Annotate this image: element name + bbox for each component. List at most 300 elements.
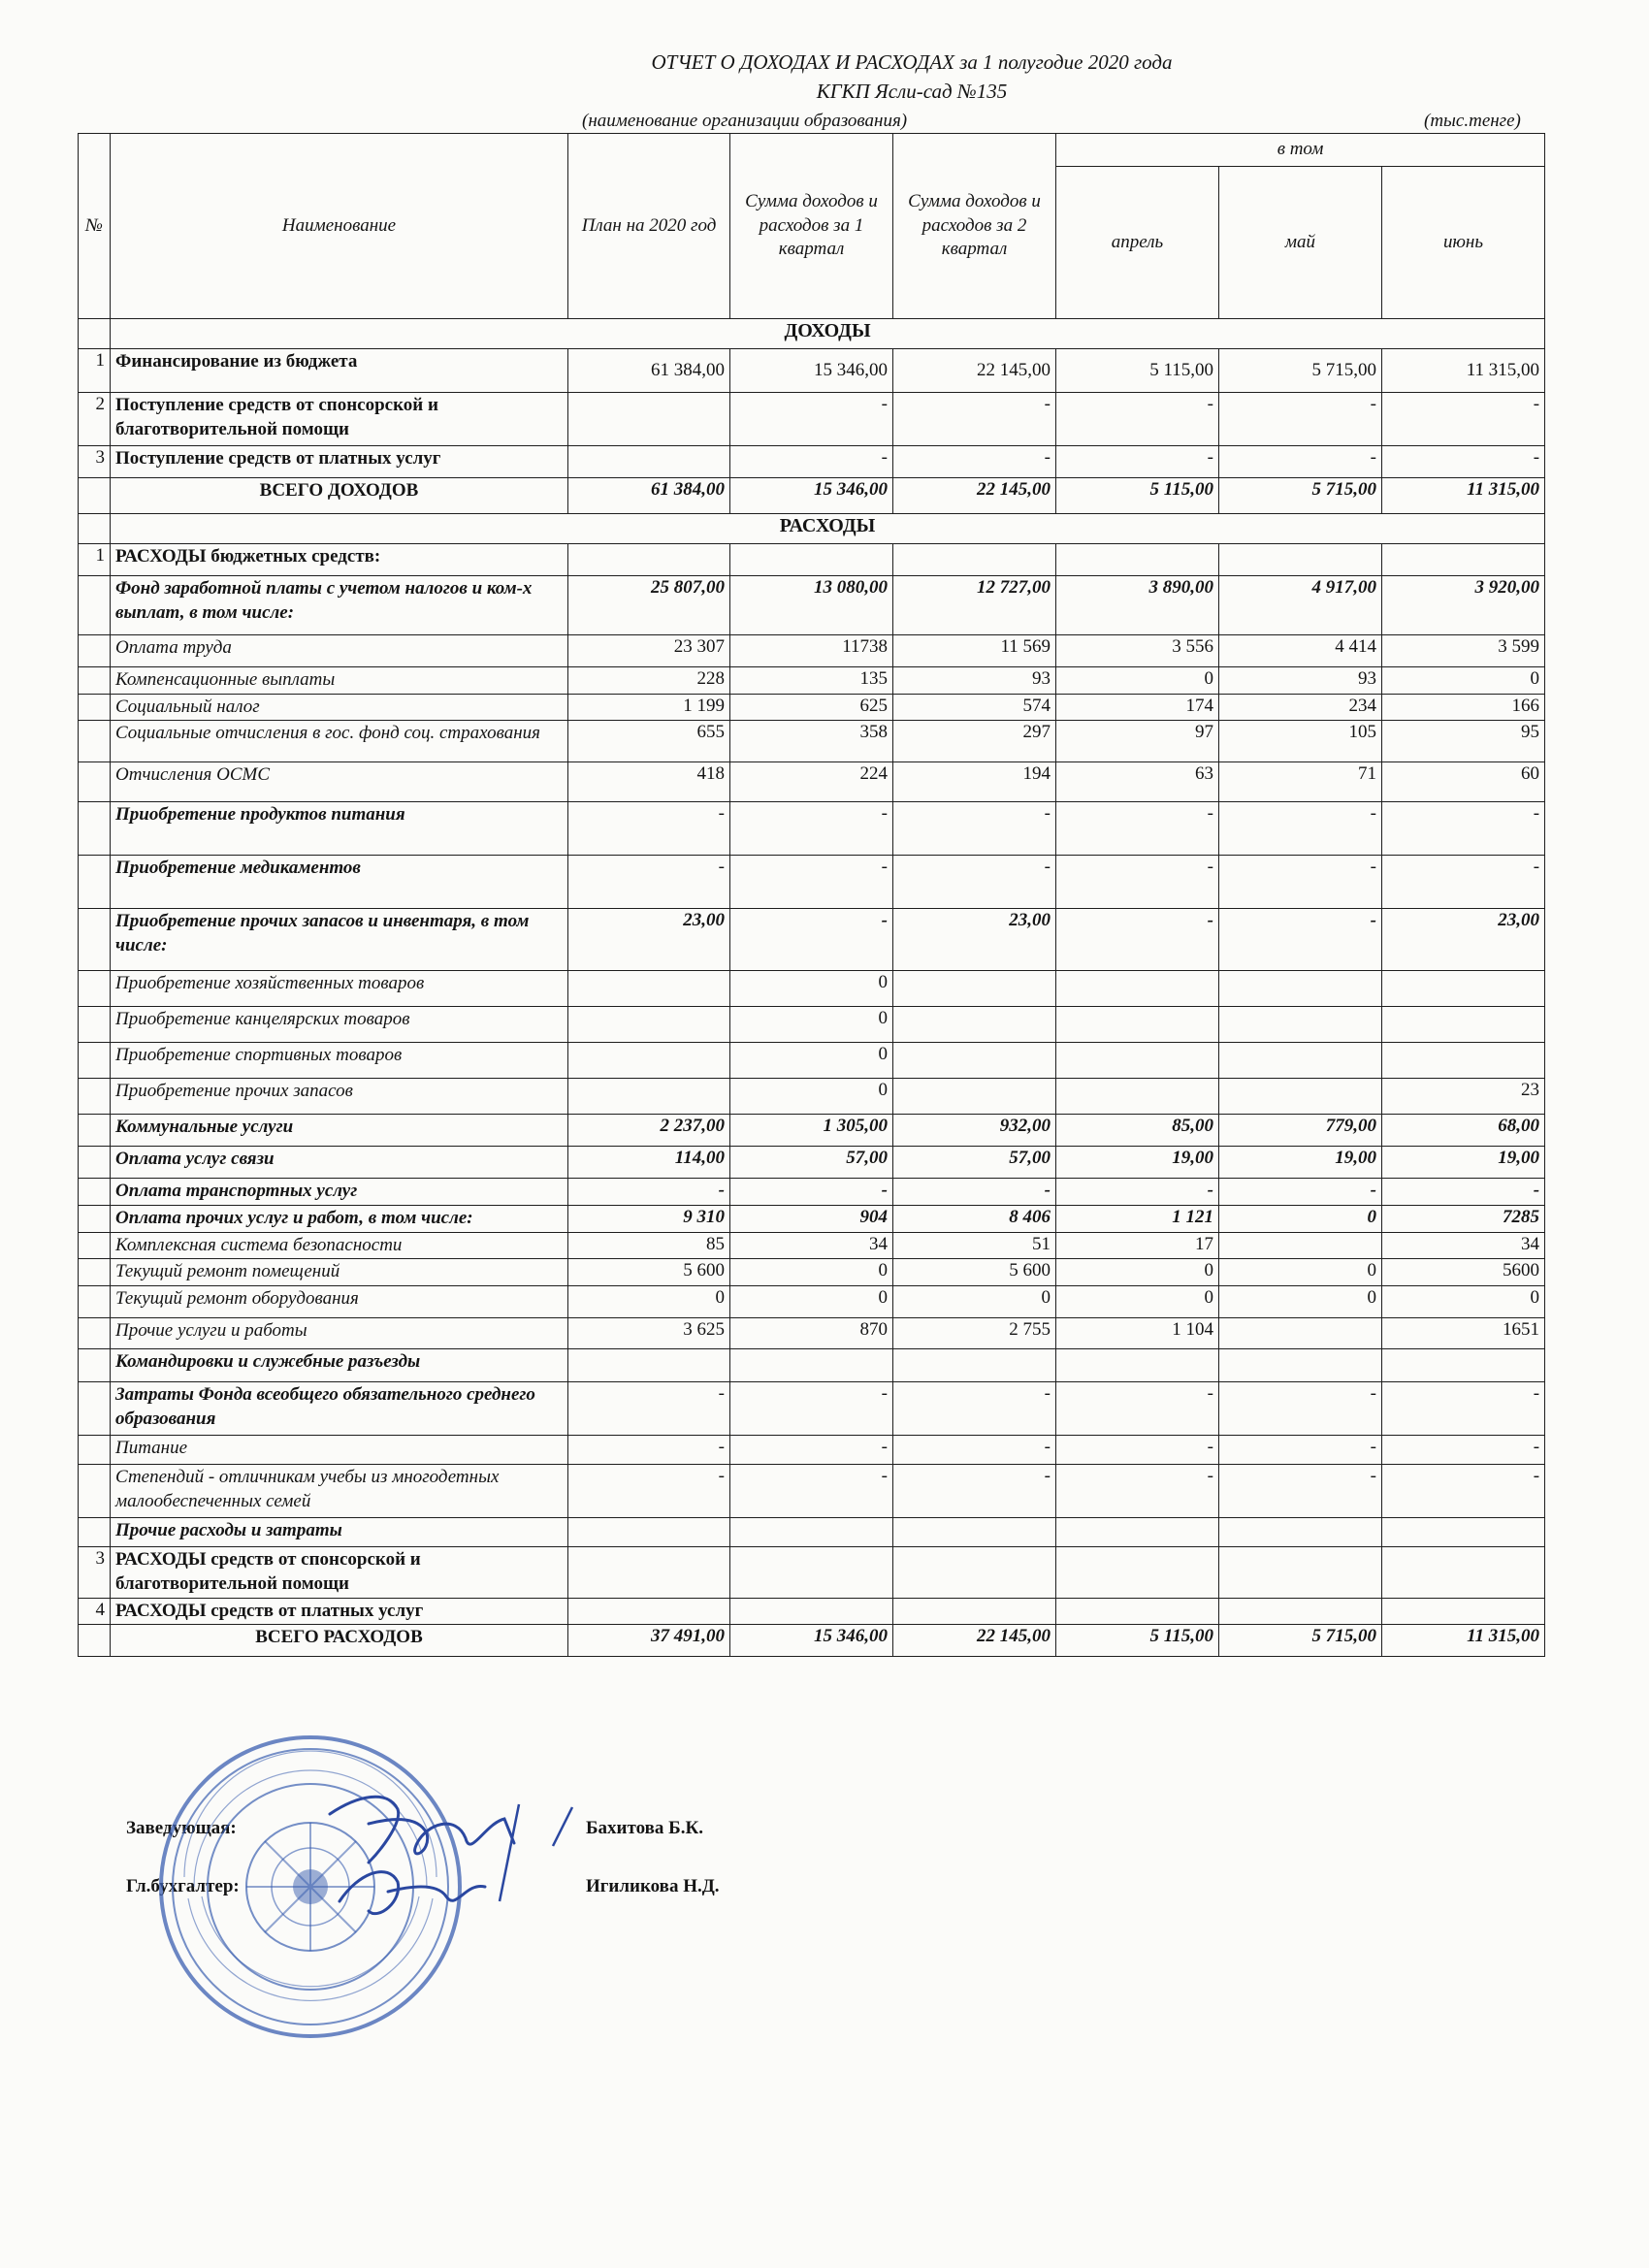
cell-jun (1382, 1598, 1545, 1625)
organization-name: КГКП Ясли-сад №135 (816, 80, 1008, 103)
cell-q1: 15 346,00 (730, 1625, 893, 1657)
cell-q2 (893, 1349, 1056, 1382)
cell-may (1219, 1318, 1382, 1349)
row-number (79, 762, 111, 802)
row-number (79, 478, 111, 514)
cell-apr: - (1056, 1465, 1219, 1518)
table-row (79, 721, 1545, 762)
cell-may (1219, 1079, 1382, 1115)
row-number: 1 (79, 544, 111, 576)
cell-q2: 22 145,00 (893, 349, 1056, 393)
cell-apr: 17 (1056, 1232, 1219, 1259)
cell-may: - (1219, 856, 1382, 909)
row-name: Текущий ремонт оборудования (111, 1286, 568, 1318)
cell-apr: 3 556 (1056, 635, 1219, 667)
cell-may (1219, 1547, 1382, 1598)
cell-apr (1056, 1547, 1219, 1598)
cell-plan: 85 (568, 1232, 730, 1259)
cell-may (1219, 1518, 1382, 1547)
cell-plan: 9 310 (568, 1206, 730, 1233)
cell-q1 (730, 1598, 893, 1625)
blank-cell (79, 319, 111, 349)
cell-q1: 358 (730, 721, 893, 762)
cell-plan: 61 384,00 (568, 478, 730, 514)
cell-jun: 3 599 (1382, 635, 1545, 667)
cell-q1 (730, 544, 893, 576)
row-name: Степендий - отличникам учебы из многодетных малообеспеченных семей (111, 1465, 568, 1518)
table-row (79, 1115, 1545, 1147)
cell-apr: 0 (1056, 1259, 1219, 1286)
cell-q2: 194 (893, 762, 1056, 802)
col-header-april: апрель (1056, 167, 1219, 319)
cell-q2: 574 (893, 694, 1056, 721)
cell-apr (1056, 1598, 1219, 1625)
cell-plan (568, 971, 730, 1007)
cell-may (1219, 971, 1382, 1007)
col-header-june: июнь (1382, 167, 1545, 319)
cell-jun: 0 (1382, 667, 1545, 695)
cell-q2: - (893, 1465, 1056, 1518)
table-row (79, 576, 1545, 635)
cell-q1: 904 (730, 1206, 893, 1233)
cell-plan: 37 491,00 (568, 1625, 730, 1657)
col-header-may: май (1219, 167, 1382, 319)
table-row (79, 1547, 1545, 1598)
cell-q2: 11 569 (893, 635, 1056, 667)
row-number (79, 1043, 111, 1079)
cell-q2: - (893, 856, 1056, 909)
cell-jun: - (1382, 802, 1545, 856)
cell-plan: 3 625 (568, 1318, 730, 1349)
row-number: 3 (79, 446, 111, 478)
row-name: Приобретение хозяйственных товаров (111, 971, 568, 1007)
row-name: ВСЕГО ДОХОДОВ (111, 478, 568, 514)
cell-q1 (730, 1349, 893, 1382)
row-name: Поступление средств от спонсорской и благотворительной помощи (111, 393, 568, 446)
table-row (79, 635, 1545, 667)
cell-plan (568, 1598, 730, 1625)
row-number (79, 1382, 111, 1436)
accountant-signature-name: Игиликова Н.Д. (586, 1876, 720, 1896)
cell-plan (568, 446, 730, 478)
cell-plan: 655 (568, 721, 730, 762)
row-name: Командировки и служебные разъезды (111, 1349, 568, 1382)
cell-q1: 625 (730, 694, 893, 721)
cell-may (1219, 544, 1382, 576)
row-number: 3 (79, 1547, 111, 1598)
cell-apr: - (1056, 856, 1219, 909)
cell-q2: - (893, 1436, 1056, 1465)
table-row (79, 1286, 1545, 1318)
table-row (79, 1232, 1545, 1259)
table-row (79, 1147, 1545, 1179)
cell-plan (568, 1518, 730, 1547)
row-name: Компенсационные выплаты (111, 667, 568, 695)
cell-apr: - (1056, 1382, 1219, 1436)
cell-may: - (1219, 1382, 1382, 1436)
row-number (79, 1232, 111, 1259)
cell-q2: 93 (893, 667, 1056, 695)
head-signature-name: Бахитова Б.К. (586, 1818, 703, 1838)
cell-plan: - (568, 802, 730, 856)
cell-q1: - (730, 1436, 893, 1465)
cell-jun: 34 (1382, 1232, 1545, 1259)
row-name: Приобретение спортивных товаров (111, 1043, 568, 1079)
cell-may: - (1219, 909, 1382, 971)
cell-q2: 8 406 (893, 1206, 1056, 1233)
row-number (79, 1259, 111, 1286)
cell-q2: 22 145,00 (893, 1625, 1056, 1657)
cell-jun (1382, 1518, 1545, 1547)
cell-apr: - (1056, 446, 1219, 478)
cell-apr (1056, 1007, 1219, 1043)
cell-q1: 0 (730, 1043, 893, 1079)
row-name: Оплата транспортных услуг (111, 1179, 568, 1206)
cell-q1: 34 (730, 1232, 893, 1259)
row-number (79, 1147, 111, 1179)
cell-jun: - (1382, 446, 1545, 478)
cell-q1: - (730, 1382, 893, 1436)
table-row (79, 1625, 1545, 1657)
cell-apr (1056, 1349, 1219, 1382)
row-name: Поступление средств от платных услуг (111, 446, 568, 478)
row-number (79, 1007, 111, 1043)
row-number (79, 1286, 111, 1318)
row-name: Социальный налог (111, 694, 568, 721)
cell-may: - (1219, 1465, 1382, 1518)
cell-apr: 85,00 (1056, 1115, 1219, 1147)
organization-caption: (наименование организации образования) (582, 111, 908, 131)
cell-plan: 25 807,00 (568, 576, 730, 635)
cell-q1: - (730, 393, 893, 446)
row-number (79, 1349, 111, 1382)
table-row (79, 856, 1545, 909)
cell-plan (568, 393, 730, 446)
row-name: Приобретение прочих запасов и инвентаря, в том числе: (111, 909, 568, 971)
cell-q2: - (893, 1179, 1056, 1206)
cell-plan (568, 1547, 730, 1598)
cell-apr: 5 115,00 (1056, 1625, 1219, 1657)
cell-may: 0 (1219, 1206, 1382, 1233)
cell-may: 19,00 (1219, 1147, 1382, 1179)
cell-apr: 5 115,00 (1056, 478, 1219, 514)
row-name: ВСЕГО РАСХОДОВ (111, 1625, 568, 1657)
cell-q2: 23,00 (893, 909, 1056, 971)
table-row (79, 1318, 1545, 1349)
cell-plan: 5 600 (568, 1259, 730, 1286)
row-number (79, 694, 111, 721)
cell-apr: 5 115,00 (1056, 349, 1219, 393)
cell-may: 105 (1219, 721, 1382, 762)
cell-plan: 114,00 (568, 1147, 730, 1179)
row-number (79, 1206, 111, 1233)
row-number (79, 856, 111, 909)
cell-may: 5 715,00 (1219, 349, 1382, 393)
cell-may: 5 715,00 (1219, 1625, 1382, 1657)
row-number (79, 1318, 111, 1349)
cell-q1: - (730, 1179, 893, 1206)
table-row (79, 1179, 1545, 1206)
cell-apr: 3 890,00 (1056, 576, 1219, 635)
head-signature-title: Заведующая: (126, 1818, 237, 1838)
row-name: Финансирование из бюджета (111, 349, 568, 393)
cell-jun: 5600 (1382, 1259, 1545, 1286)
row-name: РАСХОДЫ средств от спонсорской и благотворительной помощи (111, 1547, 568, 1598)
row-number: 4 (79, 1598, 111, 1625)
cell-q1: 0 (730, 971, 893, 1007)
row-name: Отчисления ОСМС (111, 762, 568, 802)
cell-plan: - (568, 1179, 730, 1206)
cell-jun: 7285 (1382, 1206, 1545, 1233)
row-name: Прочие услуги и работы (111, 1318, 568, 1349)
cell-may (1219, 1043, 1382, 1079)
table-row (79, 349, 1545, 393)
cell-q2 (893, 1079, 1056, 1115)
cell-may: 4 917,00 (1219, 576, 1382, 635)
cell-q2 (893, 1547, 1056, 1598)
cell-plan: - (568, 1436, 730, 1465)
cell-q2: 57,00 (893, 1147, 1056, 1179)
row-name: Приобретение канцелярских товаров (111, 1007, 568, 1043)
cell-q2: 22 145,00 (893, 478, 1056, 514)
cell-q1: 224 (730, 762, 893, 802)
accountant-signature-title: Гл.бухгалтер: (126, 1876, 240, 1896)
table-row (79, 762, 1545, 802)
table-row (79, 1349, 1545, 1382)
cell-q1 (730, 1547, 893, 1598)
row-name: Оплата услуг связи (111, 1147, 568, 1179)
cell-q1: - (730, 802, 893, 856)
table-row (79, 446, 1545, 478)
cell-jun (1382, 971, 1545, 1007)
row-name: РАСХОДЫ средств от платных услуг (111, 1598, 568, 1625)
row-number (79, 909, 111, 971)
table-row (79, 478, 1545, 514)
cell-plan: - (568, 1382, 730, 1436)
row-number (79, 1436, 111, 1465)
table-row (79, 1259, 1545, 1286)
col-header-name: Наименование (111, 134, 568, 319)
cell-jun: - (1382, 1179, 1545, 1206)
row-name: Комплексная система безопасности (111, 1232, 568, 1259)
cell-jun: 11 315,00 (1382, 349, 1545, 393)
cell-plan: 228 (568, 667, 730, 695)
cell-q1: 0 (730, 1079, 893, 1115)
cell-q2 (893, 1043, 1056, 1079)
cell-q2: - (893, 802, 1056, 856)
cell-may: 779,00 (1219, 1115, 1382, 1147)
report-title: ОТЧЕТ О ДОХОДАХ И РАСХОДАХ за 1 полугодие 2020 года (651, 50, 1173, 74)
cell-apr: - (1056, 802, 1219, 856)
section-income-heading: ДОХОДЫ (111, 319, 1545, 349)
cell-jun (1382, 1547, 1545, 1598)
cell-q1: 57,00 (730, 1147, 893, 1179)
cell-apr: 0 (1056, 667, 1219, 695)
cell-q2: 0 (893, 1286, 1056, 1318)
cell-jun: 1651 (1382, 1318, 1545, 1349)
row-number (79, 721, 111, 762)
table-row (79, 393, 1545, 446)
cell-apr: 1 104 (1056, 1318, 1219, 1349)
cell-may (1219, 1349, 1382, 1382)
cell-jun: - (1382, 393, 1545, 446)
cell-may: 93 (1219, 667, 1382, 695)
row-number (79, 635, 111, 667)
table-row (79, 1518, 1545, 1547)
table-row (79, 1007, 1545, 1043)
cell-apr: - (1056, 909, 1219, 971)
row-name: Приобретение прочих запасов (111, 1079, 568, 1115)
row-number (79, 1179, 111, 1206)
row-number (79, 576, 111, 635)
cell-may: - (1219, 1436, 1382, 1465)
row-name: Оплата труда (111, 635, 568, 667)
cell-jun: 3 920,00 (1382, 576, 1545, 635)
cell-apr (1056, 1079, 1219, 1115)
blank-cell (79, 514, 111, 544)
col-header-no: № (79, 134, 111, 319)
cell-q1: 15 346,00 (730, 349, 893, 393)
row-name: Питание (111, 1436, 568, 1465)
cell-apr (1056, 544, 1219, 576)
cell-apr (1056, 971, 1219, 1007)
row-number (79, 1115, 111, 1147)
table-row (79, 909, 1545, 971)
cell-q1 (730, 1518, 893, 1547)
cell-apr (1056, 1518, 1219, 1547)
table-row (79, 1436, 1545, 1465)
cell-may: 0 (1219, 1286, 1382, 1318)
cell-q2 (893, 1518, 1056, 1547)
cell-q1: 11738 (730, 635, 893, 667)
cell-q2: 51 (893, 1232, 1056, 1259)
row-name: Затраты Фонда всеобщего обязательного среднего образования (111, 1382, 568, 1436)
cell-q1: 15 346,00 (730, 478, 893, 514)
row-name: Приобретение медикаментов (111, 856, 568, 909)
cell-q1: - (730, 856, 893, 909)
row-name: Социальные отчисления в гос. фонд соц. страхования (111, 721, 568, 762)
cell-jun (1382, 1349, 1545, 1382)
cell-jun (1382, 544, 1545, 576)
cell-q1: 135 (730, 667, 893, 695)
cell-jun: 11 315,00 (1382, 1625, 1545, 1657)
signature-slash (543, 1802, 582, 1851)
table-row (79, 544, 1545, 576)
table-row (79, 1043, 1545, 1079)
row-number (79, 1518, 111, 1547)
row-number: 2 (79, 393, 111, 446)
table-row (79, 1382, 1545, 1436)
row-number (79, 1079, 111, 1115)
section-expense-heading: РАСХОДЫ (111, 514, 1545, 544)
cell-q1: 1 305,00 (730, 1115, 893, 1147)
cell-plan: 2 237,00 (568, 1115, 730, 1147)
col-header-q2: Сумма доходов и расходов за 2 квартал (893, 134, 1056, 319)
cell-may: - (1219, 393, 1382, 446)
table-row (79, 1206, 1545, 1233)
cell-jun: 23,00 (1382, 909, 1545, 971)
cell-q1: 0 (730, 1007, 893, 1043)
cell-q1: - (730, 1465, 893, 1518)
cell-jun: 23 (1382, 1079, 1545, 1115)
row-name: Приобретение продуктов питания (111, 802, 568, 856)
cell-q2: - (893, 1382, 1056, 1436)
cell-q2: 297 (893, 721, 1056, 762)
cell-jun: - (1382, 1382, 1545, 1436)
col-header-plan: План на 2020 год (568, 134, 730, 319)
cell-jun: 60 (1382, 762, 1545, 802)
table-row (79, 1465, 1545, 1518)
cell-plan (568, 1349, 730, 1382)
row-number (79, 1465, 111, 1518)
cell-plan (568, 1007, 730, 1043)
cell-jun: - (1382, 856, 1545, 909)
cell-may (1219, 1007, 1382, 1043)
cell-apr: - (1056, 1179, 1219, 1206)
table-row (79, 694, 1545, 721)
row-name: Оплата прочих услуг и работ, в том числе: (111, 1206, 568, 1233)
cell-may: - (1219, 802, 1382, 856)
table-row (79, 667, 1545, 695)
cell-q2: 5 600 (893, 1259, 1056, 1286)
cell-plan: 1 199 (568, 694, 730, 721)
report-table (78, 133, 1545, 1657)
cell-q2 (893, 1007, 1056, 1043)
table-row (79, 1079, 1545, 1115)
row-name: Текущий ремонт помещений (111, 1259, 568, 1286)
cell-may: 4 414 (1219, 635, 1382, 667)
cell-q1: 0 (730, 1286, 893, 1318)
col-header-q1: Сумма доходов и расходов за 1 квартал (730, 134, 893, 319)
cell-may: 5 715,00 (1219, 478, 1382, 514)
row-name: Прочие расходы и затраты (111, 1518, 568, 1547)
cell-jun: - (1382, 1436, 1545, 1465)
row-name: РАСХОДЫ бюджетных средств: (111, 544, 568, 576)
cell-may: - (1219, 1179, 1382, 1206)
cell-apr: 19,00 (1056, 1147, 1219, 1179)
cell-plan: 61 384,00 (568, 349, 730, 393)
cell-jun: 0 (1382, 1286, 1545, 1318)
row-number (79, 802, 111, 856)
table-row (79, 802, 1545, 856)
cell-q1: - (730, 909, 893, 971)
cell-jun (1382, 1043, 1545, 1079)
cell-q2 (893, 544, 1056, 576)
cell-plan: - (568, 1465, 730, 1518)
cell-jun: 11 315,00 (1382, 478, 1545, 514)
cell-jun: 68,00 (1382, 1115, 1545, 1147)
cell-plan: 418 (568, 762, 730, 802)
cell-may: - (1219, 446, 1382, 478)
cell-apr: - (1056, 1436, 1219, 1465)
cell-plan (568, 544, 730, 576)
cell-q2: 932,00 (893, 1115, 1056, 1147)
cell-plan (568, 1043, 730, 1079)
table-row (79, 1598, 1545, 1625)
cell-apr: 63 (1056, 762, 1219, 802)
cell-jun: 95 (1382, 721, 1545, 762)
row-name: Фонд заработной платы с учетом налогов и ком-х выплат, в том числе: (111, 576, 568, 635)
cell-apr: 97 (1056, 721, 1219, 762)
accountant-signature (320, 1843, 514, 1950)
cell-q1: - (730, 446, 893, 478)
cell-jun: 166 (1382, 694, 1545, 721)
table-row (79, 971, 1545, 1007)
cell-q2: 12 727,00 (893, 576, 1056, 635)
cell-may (1219, 1232, 1382, 1259)
col-header-group: в том (1056, 134, 1545, 167)
cell-may: 71 (1219, 762, 1382, 802)
